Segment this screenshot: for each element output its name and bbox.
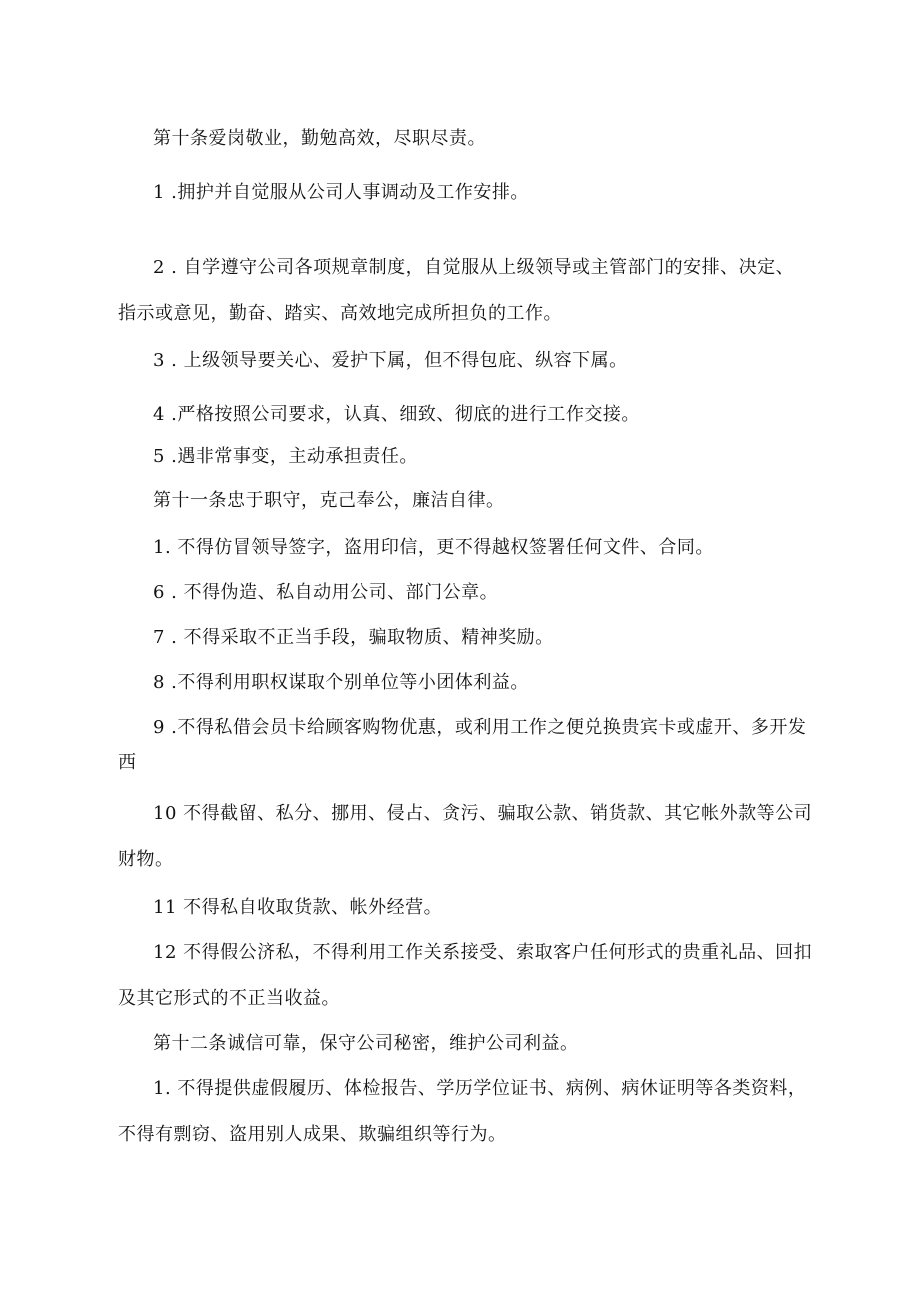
article-11-heading: 第十一条忠于职守，克己奉公，廉洁自律。 — [153, 490, 505, 511]
article-12-item-1-continued: 不得有剽窃、盗用别人成果、欺骗组织等行为。 — [118, 1124, 507, 1145]
article-11-item-8: 8 .不得利用职权谋取个别单位等小团体利益。 — [153, 672, 529, 693]
article-11-item-9: 9 .不得私借会员卡给顾客购物优惠，或利用工作之便兑换贵宾卡或虚开、多开发 — [153, 717, 807, 738]
article-10-item-1: 1 .拥护并自觉服从公司人事调动及工作安排。 — [153, 182, 529, 203]
article-10-item-5: 5 .遇非常事变，主动承担责任。 — [153, 446, 418, 467]
article-11-item-12-continued: 及其它形式的不正当收益。 — [118, 988, 340, 1009]
article-11-item-7: 7 . 不得采取不正当手段，骗取物质、精神奖励。 — [153, 627, 554, 648]
article-11-item-12: 12 不得假公济私，不得利用工作关系接受、索取客户任何形式的贵重礼品、回扣 — [153, 942, 813, 963]
article-12-heading: 第十二条诚信可靠，保守公司秘密，维护公司利益。 — [153, 1033, 579, 1054]
article-10-item-3: 3 . 上级领导要关心、爱护下属，但不得包庇、纵容下属。 — [153, 350, 628, 371]
article-10-item-4: 4 .严格按照公司要求，认真、细致、彻底的进行工作交接。 — [153, 404, 640, 425]
article-11-item-10: 10 不得截留、私分、挪用、侵占、贪污、骗取公款、销货款、其它帐外款等公司 — [153, 803, 813, 824]
article-12-item-1: 1. 不得提供虚假履历、体检报告、学历学位证书、病例、病休证明等各类资料， — [153, 1078, 807, 1099]
article-11-item-6: 6 . 不得伪造、私自动用公司、部门公章。 — [153, 582, 499, 603]
article-10-item-2: 2 . 自学遵守公司各项规章制度，自觉服从上级领导或主管部门的安排、决定、 — [153, 257, 795, 278]
article-10-item-2-continued: 指示或意见，勤奋、踏实、高效地完成所担负的工作。 — [118, 303, 562, 324]
article-11-item-9-continued: 西 — [118, 752, 137, 773]
article-11-item-11: 11 不得私自收取货款、帐外经营。 — [153, 897, 443, 918]
article-11-item-10-continued: 财物。 — [118, 849, 174, 870]
article-10-heading: 第十条爱岗敬业，勤勉高效，尽职尽责。 — [153, 128, 486, 149]
article-11-item-1: 1. 不得仿冒领导签字，盗用印信，更不得越权签署任何文件、合同。 — [153, 537, 714, 558]
